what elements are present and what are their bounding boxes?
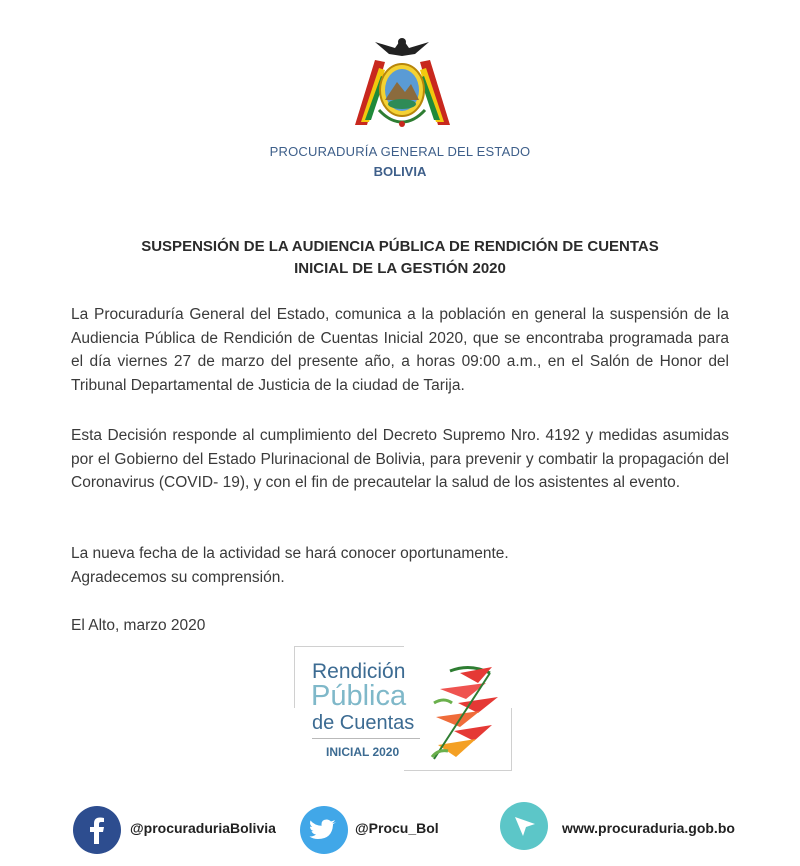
paragraph-3	[71, 542, 729, 589]
facebook-icon[interactable]	[73, 806, 121, 854]
logo-line-4: INICIAL 2020	[326, 745, 400, 759]
heliconia-flower-icon	[430, 663, 502, 761]
web-cursor-icon[interactable]	[500, 802, 548, 850]
communique-title	[0, 236, 800, 280]
facebook-handle[interactable]: @procuraduriaBolivia	[130, 820, 276, 836]
twitter-handle[interactable]: @Procu_Bol	[355, 820, 439, 836]
place-date: El Alto, marzo 2020	[71, 617, 206, 634]
paragraph-3-line-1: La nueva fecha de la actividad se hará conocer oportunamente.	[71, 545, 509, 562]
logo-line-2: Pública	[311, 680, 407, 712]
logo-line-1: Rendición	[312, 660, 406, 683]
paragraph-3-line-2: Agradecemos su comprensión.	[71, 568, 285, 586]
bolivia-coat-of-arms-icon	[345, 30, 460, 130]
org-name: PROCURADURÍA GENERAL DEL ESTADO	[269, 144, 531, 159]
title-line-2: INICIAL DE LA GESTIÓN 2020	[294, 260, 506, 277]
paragraph-2: Esta Decisión responde al cumplimiento del Decreto Supremo Nro. 4192 y medidas asumidas por el Gobierno del Estado Plurinacional de Bolivia, para prevenir y combatir la propagación del Coronavirus (COVID- 19), y con el fin de precautelar la salud de los asistentes al evento.	[71, 427, 729, 491]
title-line-1: SUSPENSIÓN DE LA AUDIENCIA PÚBLICA DE RENDICIÓN DE CUENTAS	[141, 238, 659, 255]
logo-line-3: de Cuentas	[312, 712, 415, 734]
twitter-icon[interactable]	[300, 806, 348, 854]
paragraph-1: La Procuraduría General del Estado, comunica a la población en general la suspensión de la Audiencia Pública de Rendición de Cuentas Inicial 2020, que se encontraba programada para el día viernes 27 de marzo del presente año, a horas 09:00 a.m., en el Salón de Honor del Tribunal Departamental de Justicia de la ciudad de Tarija.	[71, 306, 729, 394]
website-link[interactable]: www.procuraduria.gob.bo	[562, 820, 735, 836]
org-country: BOLIVIA	[373, 164, 427, 179]
